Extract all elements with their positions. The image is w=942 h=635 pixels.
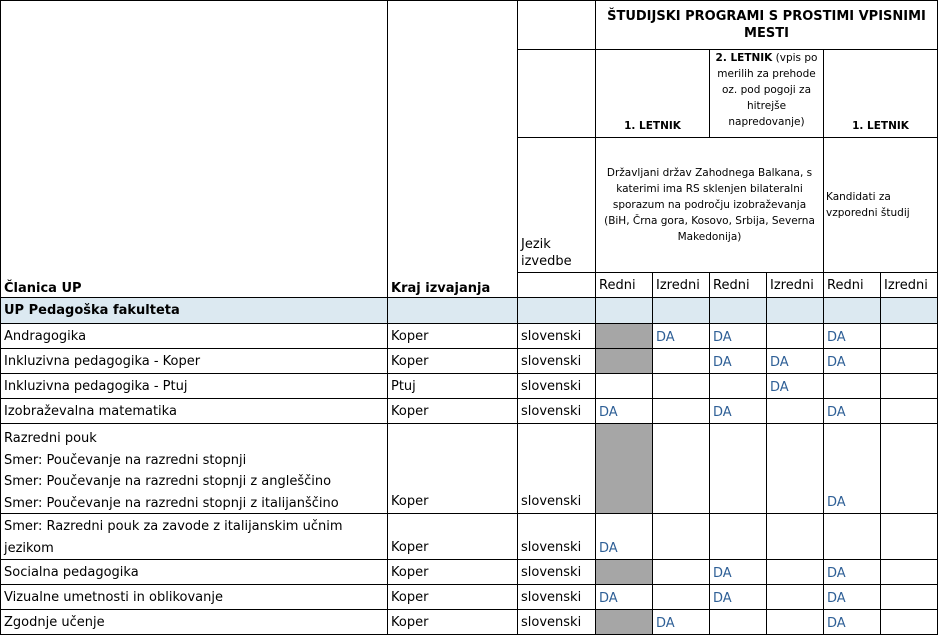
program-name: Zgodnje učenje bbox=[4, 615, 105, 630]
quota-cell-disabled[interactable] bbox=[596, 349, 653, 374]
quota-cell[interactable] bbox=[824, 374, 881, 399]
language-value: slovenski bbox=[521, 565, 582, 580]
quota-cell[interactable] bbox=[653, 424, 710, 514]
location-value: Koper bbox=[391, 590, 429, 605]
quota-cell[interactable] bbox=[653, 324, 710, 349]
language-value: slovenski bbox=[521, 379, 582, 394]
quota-value: DA bbox=[827, 495, 846, 510]
language-cell[interactable] bbox=[518, 324, 596, 349]
sub-header-label: Izredni bbox=[656, 278, 700, 293]
sub-header-cell[interactable] bbox=[653, 273, 710, 298]
quota-cell[interactable] bbox=[653, 349, 710, 374]
sub-header-label: Redni bbox=[713, 278, 750, 293]
sub-header-label: Izredni bbox=[770, 278, 814, 293]
header-member-label: Članica UP bbox=[4, 281, 82, 296]
program-cell[interactable] bbox=[0, 585, 388, 610]
quota-value: DA bbox=[827, 566, 846, 581]
program-cell[interactable] bbox=[0, 374, 388, 399]
program-line: Smer: Poučevanje na razredni stopnji z italijanščino bbox=[4, 495, 339, 511]
group3-year-label: 1. LETNIK bbox=[852, 120, 909, 132]
program-line: Smer: Poučevanje na razredni stopnji z angleščino bbox=[4, 474, 332, 489]
language-cell[interactable] bbox=[518, 560, 596, 585]
faculty-row-cell[interactable] bbox=[767, 298, 824, 324]
language-value: slovenski bbox=[521, 590, 582, 605]
quota-cell[interactable] bbox=[596, 585, 653, 610]
program-cell[interactable] bbox=[0, 324, 388, 349]
quota-value: DA bbox=[713, 405, 732, 420]
quota-cell[interactable] bbox=[881, 349, 938, 374]
program-cell[interactable] bbox=[0, 399, 388, 424]
language-value: slovenski bbox=[521, 404, 582, 419]
desc-parallel[interactable] bbox=[824, 138, 938, 273]
quota-cell[interactable] bbox=[767, 324, 824, 349]
quota-value: DA bbox=[827, 355, 846, 370]
quota-value: DA bbox=[827, 591, 846, 606]
location-value: Koper bbox=[391, 615, 429, 630]
quota-value: DA bbox=[599, 591, 618, 606]
location-value: Koper bbox=[391, 404, 429, 419]
sub-header-label: Redni bbox=[827, 278, 864, 293]
location-value: Koper bbox=[391, 494, 429, 509]
faculty-row-cell[interactable] bbox=[710, 298, 767, 324]
program-name: Inkluzivna pedagogika - Ptuj bbox=[4, 379, 188, 394]
faculty-row-cell[interactable] bbox=[388, 298, 518, 324]
language-cell[interactable] bbox=[518, 585, 596, 610]
program-line: Smer: Poučevanje na razredni stopnji bbox=[4, 452, 247, 468]
group1-year[interactable] bbox=[596, 50, 710, 138]
program-cell[interactable] bbox=[0, 610, 388, 635]
quota-cell[interactable] bbox=[824, 610, 881, 635]
location-cell[interactable] bbox=[388, 324, 518, 349]
sub-header-label: Izredni bbox=[884, 278, 928, 293]
quota-cell[interactable] bbox=[824, 560, 881, 585]
location-value: Koper bbox=[391, 540, 429, 555]
quota-cell[interactable] bbox=[881, 585, 938, 610]
sub-header-label: Redni bbox=[599, 278, 636, 293]
quota-cell[interactable] bbox=[653, 610, 710, 635]
header-language-sub[interactable] bbox=[518, 273, 596, 298]
quota-cell[interactable] bbox=[767, 374, 824, 399]
quota-cell[interactable] bbox=[710, 374, 767, 399]
quota-cell[interactable] bbox=[596, 374, 653, 399]
group2-year-label: 2. LETNIK bbox=[715, 52, 773, 64]
header-language-label: Jezik izvedbe bbox=[521, 237, 572, 269]
faculty-row[interactable] bbox=[0, 298, 388, 324]
header-member[interactable] bbox=[0, 0, 388, 298]
language-cell[interactable] bbox=[518, 424, 596, 514]
quota-cell-disabled[interactable] bbox=[596, 424, 653, 514]
quota-cell[interactable] bbox=[710, 514, 767, 560]
quota-cell[interactable] bbox=[710, 424, 767, 514]
quota-value: DA bbox=[713, 355, 732, 370]
quota-cell-disabled[interactable] bbox=[596, 560, 653, 585]
quota-cell[interactable] bbox=[710, 399, 767, 424]
location-value: Koper bbox=[391, 565, 429, 580]
language-value: slovenski bbox=[521, 329, 582, 344]
program-name: Andragogika bbox=[4, 329, 87, 344]
quota-value: DA bbox=[770, 355, 789, 370]
location-cell[interactable] bbox=[388, 374, 518, 399]
group3-year[interactable] bbox=[824, 50, 938, 138]
quota-cell[interactable] bbox=[881, 610, 938, 635]
quota-cell[interactable] bbox=[881, 514, 938, 560]
quota-value: DA bbox=[827, 405, 846, 420]
program-line: Razredni pouk bbox=[4, 431, 97, 446]
header-location-label: Kraj izvajanja bbox=[391, 281, 491, 296]
language-cell[interactable] bbox=[518, 349, 596, 374]
quota-cell[interactable] bbox=[767, 560, 824, 585]
quota-cell[interactable] bbox=[710, 324, 767, 349]
quota-cell[interactable] bbox=[596, 399, 653, 424]
program-cell[interactable] bbox=[0, 424, 388, 514]
location-cell[interactable] bbox=[388, 585, 518, 610]
program-cell[interactable] bbox=[0, 349, 388, 374]
location-cell[interactable] bbox=[388, 399, 518, 424]
quota-cell[interactable] bbox=[767, 424, 824, 514]
quota-cell[interactable] bbox=[767, 514, 824, 560]
quota-cell[interactable] bbox=[824, 424, 881, 514]
desc-parallel-text: Kandidati za vzporedni študij bbox=[826, 191, 910, 219]
program-line: Smer: Razredni pouk za zavode z italijanskim učnim bbox=[4, 519, 343, 534]
language-cell[interactable] bbox=[518, 610, 596, 635]
program-name: Vizualne umetnosti in oblikovanje bbox=[4, 590, 223, 605]
header-empty-b[interactable] bbox=[518, 50, 596, 138]
quota-cell[interactable] bbox=[824, 514, 881, 560]
sub-header-cell[interactable] bbox=[767, 273, 824, 298]
main-title[interactable] bbox=[596, 0, 938, 50]
quota-cell[interactable] bbox=[596, 514, 653, 560]
location-cell[interactable] bbox=[388, 610, 518, 635]
sub-header-cell[interactable] bbox=[881, 273, 938, 298]
quota-value: DA bbox=[713, 330, 732, 345]
sub-header-cell[interactable] bbox=[824, 273, 881, 298]
quota-cell[interactable] bbox=[881, 560, 938, 585]
program-line: jezikom bbox=[4, 540, 54, 556]
language-cell[interactable] bbox=[518, 514, 596, 560]
faculty-row-cell[interactable] bbox=[881, 298, 938, 324]
location-cell[interactable] bbox=[388, 560, 518, 585]
program-name: Socialna pedagogika bbox=[4, 565, 139, 580]
quota-cell[interactable] bbox=[881, 374, 938, 399]
quota-cell-disabled[interactable] bbox=[596, 324, 653, 349]
quota-value: DA bbox=[827, 330, 846, 345]
faculty-row-cell[interactable] bbox=[518, 298, 596, 324]
location-cell[interactable] bbox=[388, 424, 518, 514]
quota-cell[interactable] bbox=[653, 374, 710, 399]
quota-cell[interactable] bbox=[881, 399, 938, 424]
program-cell[interactable] bbox=[0, 560, 388, 585]
header-language[interactable] bbox=[518, 138, 596, 273]
quota-cell[interactable] bbox=[653, 560, 710, 585]
quota-value: DA bbox=[599, 541, 618, 556]
quota-value: DA bbox=[656, 330, 675, 345]
location-value: Koper bbox=[391, 329, 429, 344]
header-location[interactable] bbox=[388, 0, 518, 298]
quota-cell[interactable] bbox=[881, 324, 938, 349]
group2-year[interactable] bbox=[710, 50, 824, 138]
quota-value: DA bbox=[713, 591, 732, 606]
location-value: Ptuj bbox=[391, 379, 416, 394]
faculty-row-cell[interactable] bbox=[596, 298, 653, 324]
quota-cell[interactable] bbox=[653, 514, 710, 560]
quota-cell[interactable] bbox=[710, 560, 767, 585]
quota-value: DA bbox=[713, 566, 732, 581]
quota-cell[interactable] bbox=[710, 610, 767, 635]
group2-year-note: (vpis po merilih za prehode oz. pod pogoji za hitrejše napredovanje) bbox=[717, 52, 818, 128]
quota-cell[interactable] bbox=[824, 324, 881, 349]
faculty-row-cell[interactable] bbox=[653, 298, 710, 324]
header-empty-a[interactable] bbox=[518, 0, 596, 50]
quota-value: DA bbox=[599, 405, 618, 420]
language-cell[interactable] bbox=[518, 374, 596, 399]
sub-header-cell[interactable] bbox=[710, 273, 767, 298]
location-value: Koper bbox=[391, 354, 429, 369]
quota-cell[interactable] bbox=[824, 399, 881, 424]
quota-cell[interactable] bbox=[710, 349, 767, 374]
quota-cell-disabled[interactable] bbox=[596, 610, 653, 635]
location-cell[interactable] bbox=[388, 514, 518, 560]
quota-cell[interactable] bbox=[653, 585, 710, 610]
program-cell[interactable] bbox=[0, 514, 388, 560]
quota-value: DA bbox=[656, 616, 675, 631]
sub-header-cell[interactable] bbox=[596, 273, 653, 298]
quota-cell[interactable] bbox=[767, 585, 824, 610]
program-name: Izobraževalna matematika bbox=[4, 404, 177, 419]
quota-cell[interactable] bbox=[767, 610, 824, 635]
quota-cell[interactable] bbox=[881, 424, 938, 514]
quota-cell[interactable] bbox=[653, 399, 710, 424]
quota-cell[interactable] bbox=[824, 585, 881, 610]
quota-cell[interactable] bbox=[767, 349, 824, 374]
language-cell[interactable] bbox=[518, 399, 596, 424]
group1-year-label: 1. LETNIK bbox=[624, 120, 681, 132]
quota-cell[interactable] bbox=[824, 349, 881, 374]
program-name: Inkluzivna pedagogika - Koper bbox=[4, 354, 201, 369]
language-value: slovenski bbox=[521, 540, 582, 555]
quota-cell[interactable] bbox=[767, 399, 824, 424]
faculty-name: UP Pedagoška fakulteta bbox=[4, 303, 180, 318]
desc-balkan[interactable] bbox=[596, 138, 824, 273]
quota-value: DA bbox=[827, 616, 846, 631]
language-value: slovenski bbox=[521, 354, 582, 369]
main-title-text: ŠTUDIJSKI PROGRAMI S PROSTIMI VPISNIMI MESTI bbox=[607, 9, 926, 41]
location-cell[interactable] bbox=[388, 349, 518, 374]
desc-balkan-text: Državljani držav Zahodnega Balkana, s katerimi ima RS sklenjen bilateralni sporazum na področju izobraževanja (BiH, Črna gora, Kosovo, Srbija, Severna Makedonija) bbox=[604, 167, 815, 243]
quota-value: DA bbox=[770, 380, 789, 395]
faculty-row-cell[interactable] bbox=[824, 298, 881, 324]
quota-cell[interactable] bbox=[710, 585, 767, 610]
language-value: slovenski bbox=[521, 494, 582, 509]
language-value: slovenski bbox=[521, 615, 582, 630]
